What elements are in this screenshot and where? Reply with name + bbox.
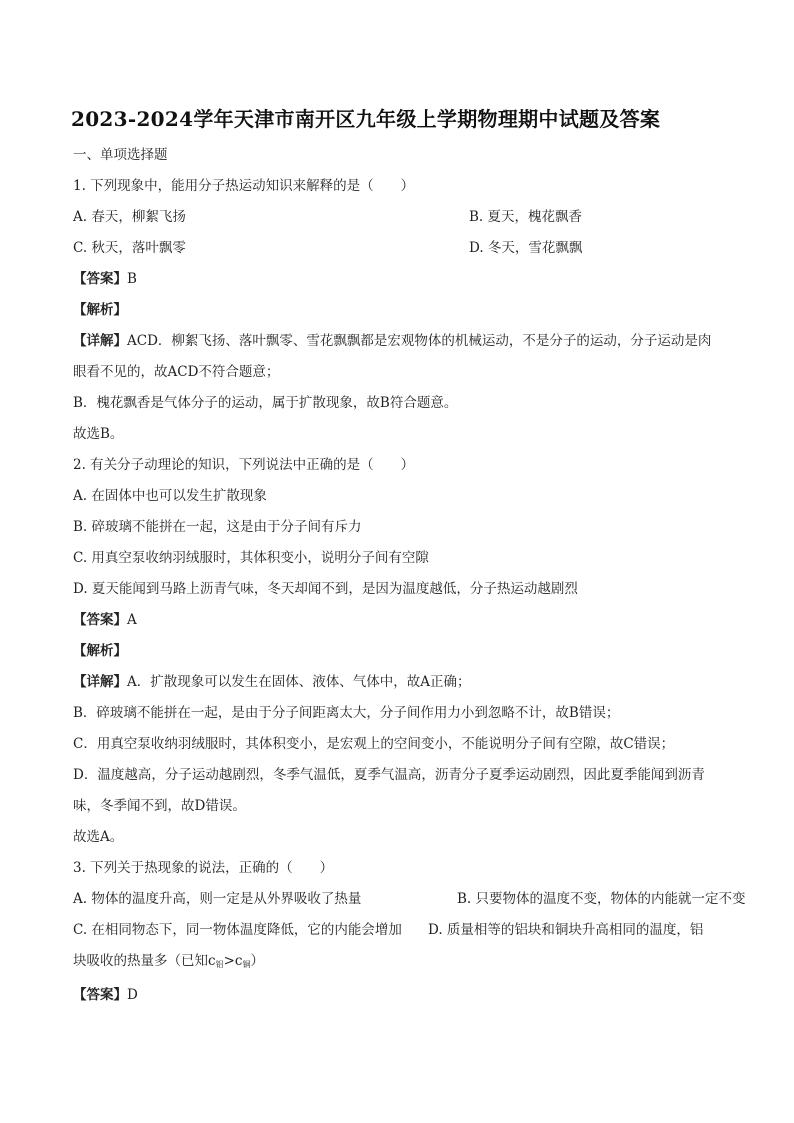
q2-option-d: D. 夏天能闻到马路上沥青气味，冬天却闻不到，是因为温度越低，分子热运动越剧烈 [73,581,578,597]
q3-options-row-1 [73,889,746,909]
q3-option-d-continued [73,951,733,975]
q1-conclusion: 故选B。 [73,426,124,442]
q2-option-b: B. 碎玻璃不能拼在一起，这是由于分子间有斥力 [73,519,362,535]
q3-option-c: C. 在相同物态下，同一物体温度降低，它的内能会增加 [73,922,402,938]
answer-value: A [127,612,137,628]
q2-option-c: C. 用真空泵收纳羽绒服时，其体积变小，说明分子间有空隙 [73,550,429,566]
q1-analysis-label: 【解析】 [73,302,127,318]
answer-label: 【答案】 [73,271,127,287]
subscript-copper: 铜 [242,960,251,969]
q3-option-a: A. 物体的温度升高，则一定是从外界吸收了热量 [73,891,362,907]
section-heading: 一、单项选择题 [73,147,168,163]
closing-paren: ） [250,953,264,969]
subscript-aluminum: 铝 [215,960,224,969]
q3-stem: 3. 下列关于热现象的说法，正确的（ ） [73,860,334,876]
q2-detail-line-2: B．碎玻璃不能拼在一起，是由于分子间距离太大，分子间作用力小到忽略不计，故B错误； [73,705,620,721]
q1-option-b: B. 夏天，槐花飘香 [469,209,583,225]
q1-option-a: A. 春天，柳絮飞扬 [73,209,186,225]
q1-option-c: C. 秋天，落叶飘零 [73,240,186,256]
detail-label: 【详解】 [73,674,127,690]
q1-answer [73,269,733,289]
answer-value: B [127,271,137,287]
q1-detail-line-1 [73,331,733,351]
q2-answer [73,610,733,630]
q1-stem: 1. 下列现象中，能用分子热运动知识来解释的是（ ） [73,178,415,194]
q3-answer [73,985,733,1005]
comparison-text: >c [223,953,243,969]
q2-stem: 2. 有关分子动理论的知识，下列说法中正确的是（ ） [73,457,415,473]
q2-detail-line-3: C．用真空泵收纳羽绒服时，其体积变小，是宏观上的空间变小，不能说明分子间有空隙，故C错误； [73,736,675,752]
q3-option-d: D. 质量相等的铝块和铜块升高相同的温度，铝 [428,922,704,938]
q2-detail-line-5: 味，冬季闻不到，故D错误。 [73,798,246,814]
q1-options-row-1 [73,207,733,227]
q1-detail-line-2: 眼看不见的，故ACD不符合题意； [73,364,280,380]
answer-value: D [127,987,138,1003]
answer-label: 【答案】 [73,612,127,628]
q3-options-row-2 [73,920,733,940]
document-title: 2023-2024学年天津市南开区九年级上学期物理期中试题及答案 [71,107,661,131]
q1-option-d: D. 冬天，雪花飘飘 [469,240,583,256]
q2-option-a: A. 在固体中也可以发生扩散现象 [73,488,267,504]
q2-analysis-label: 【解析】 [73,643,127,659]
q3-option-b: B. 只要物体的温度不变，物体的内能就一定不变 [457,891,746,907]
q2-detail-line-1 [73,672,733,692]
detail-text: ACD．柳絮飞扬、落叶飘零、雪花飘飘都是宏观物体的机械运动，不是分子的运动，分子运动是肉 [127,333,712,349]
option-d-text: 块吸收的热量多（已知c [73,953,216,969]
q2-detail-line-4: D．温度越高，分子运动越剧烈，冬季气温低，夏季气温高，沥青分子夏季运动剧烈，因此夏季能闻到沥青 [73,767,705,783]
detail-label: 【详解】 [73,333,127,349]
answer-label: 【答案】 [73,987,127,1003]
detail-text: A．扩散现象可以发生在固体、液体、气体中，故A正确； [127,674,471,690]
q1-detail-line-3: B．槐花飘香是气体分子的运动，属于扩散现象，故B符合题意。 [73,395,458,411]
q2-conclusion: 故选A。 [73,829,124,845]
q1-options-row-2 [73,238,733,258]
